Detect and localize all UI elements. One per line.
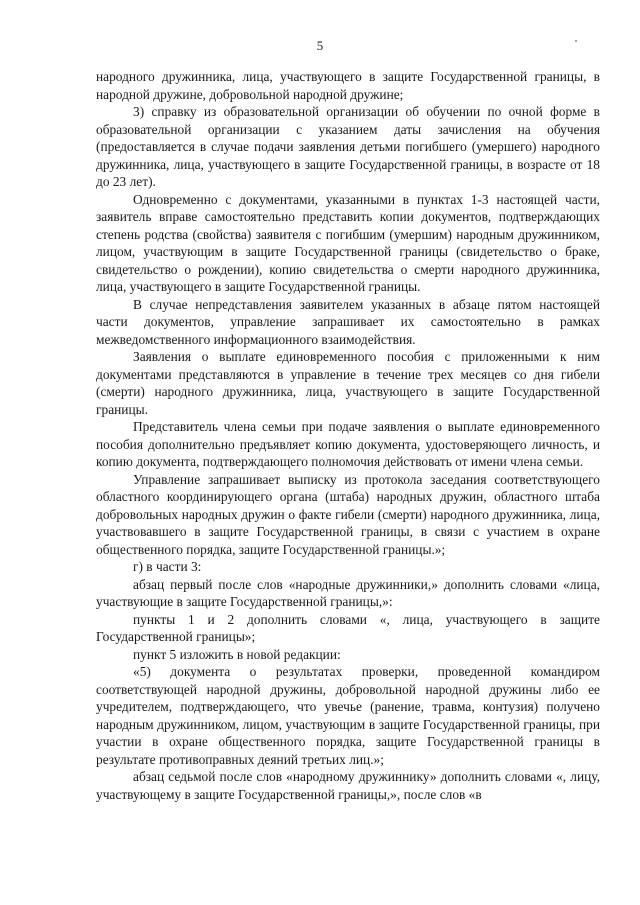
paragraph: Управление запрашивает выписку из протокола заседания соответствующего областного координирующего органа (штаба) народных дружин, областного штаба добровольных народных дружин о факте гибели (смерти) народного дружинника, лица, участвовавшего в защите Государственной границы, в связи с участием в охране общественного порядка, защите Государственной границы.»;	[96, 471, 600, 557]
paragraph: пункт 5 изложить в новой редакции:	[133, 646, 341, 662]
paragraph: Представитель члена семьи при подаче заявления о выплате единовременного пособия дополнительно предъявляет копию документа, удостоверяющего личность, и копию документа, подтверждающего полномочия действовать от имени члена семьи.	[96, 419, 600, 469]
paragraph: г) в части 3:	[133, 559, 202, 574]
paragraph: «5) документа о результатах проверки, проведенной командиром соответствующей народной дружины, добровольной народной дружины либо ее учредителем, подтверждающего, что увечье (ранение, травма, контузия) получено народным дружинником, лицом, участвующим в защите Государственной границы, при участии в охране общественного порядка, защите Государственной границы в результате противоправных деяний третьих лиц.»;	[96, 664, 600, 767]
paragraph: Одновременно с документами, указанными в пунктах 1-3 настоящей части, заявитель вправе самостоятельно представить копии документов, подтверждающих степень родства (свойства) заявителя с погибшим (умершим) народным дружинником, лицом, участвующим в защите Государственной границы (свидетельство о браке, свидетельство о рождении), копию свидетельства о смерти народного дружинника, лица, участвующего в защите Государственной границы.	[96, 191, 600, 294]
scan-speck	[575, 40, 577, 42]
paragraph: народного дружинника, лица, участвующего в защите Государственной границы, в народной дружине, добровольной народной дружине;	[96, 69, 600, 102]
paragraph: пункты 1 и 2 дополнить словами «, лица, участвующего в защите Государственной границы»;	[96, 611, 600, 644]
paragraph: В случае непредставления заявителем указанных в абзаце пятом настоящей части документов, управление запрашивает их самостоятельно в рамках межведомственного информационного взаимодействия.	[96, 296, 600, 347]
paragraph: абзац первый после слов «народные дружинники,» дополнить словами «лица, участвующие в защите Государственной границы,»:	[96, 576, 600, 609]
paragraph: 3) справку из образовательной организации об обучении по очной форме в образовательной организации с указанием даты зачисления на обучения (предоставляется в случае подачи заявления детьми погибшего (умершего) народного дружинника, лица, участвующего в защите Государственной границы, в возрасте от 18 до 23 лет).	[96, 104, 600, 189]
document-body	[96, 68, 600, 803]
paragraph: абзац седьмой после слов «народному дружиннику» дополнить словами «, лицу, участвующему в защите Государственной границы,», после слов «в	[96, 769, 600, 802]
paragraph: Заявления о выплате единовременного пособия с приложенными к ним документами представляются в управление в течение трех месяцев со дня гибели (смерти) народного дружинника, лица, участвующего в защите Государственной границы.	[96, 349, 600, 417]
page-number: 5	[316, 38, 324, 53]
